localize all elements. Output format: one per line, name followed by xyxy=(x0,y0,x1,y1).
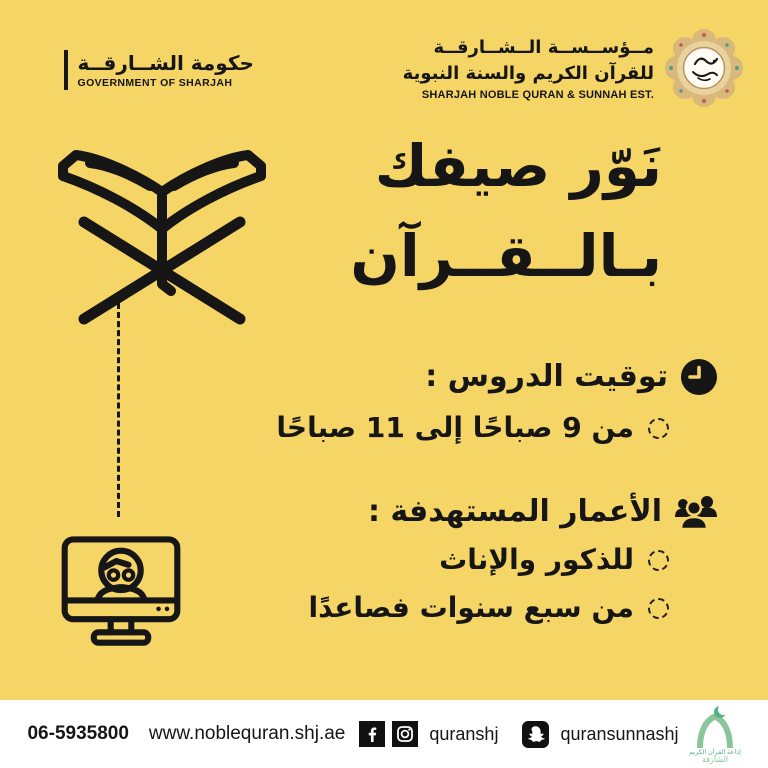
timing-items xyxy=(276,410,718,446)
online-teacher-monitor-icon xyxy=(60,533,182,651)
phone-number: 06-5935800 xyxy=(27,723,129,744)
establishment-english-name: SHARJAH NOBLE QURAN & SUNNAH EST. xyxy=(421,89,654,102)
facebook-icon xyxy=(359,721,385,747)
ages-heading: الأعمار المستهدفة : xyxy=(367,494,662,529)
ages-item-text: للذكور والإناث xyxy=(439,543,634,576)
title-line1: نَوّر صيفك xyxy=(374,132,662,200)
quran-medallion-icon xyxy=(662,26,746,110)
ages-section xyxy=(309,492,718,639)
timing-item-text: من 9 صباحًا إلى 11 صباحًا xyxy=(276,411,634,444)
ages-items xyxy=(309,542,718,627)
poster-title xyxy=(350,122,662,302)
government-logo-text xyxy=(78,52,254,89)
dashed-connector-line xyxy=(117,303,120,517)
timing-heading-row xyxy=(276,358,718,396)
timing-section xyxy=(276,358,718,458)
timing-heading: توقيت الدروس : xyxy=(425,359,668,394)
dashed-circle-bullet xyxy=(648,418,669,439)
open-quran-on-stand-icon xyxy=(36,136,288,326)
ages-item xyxy=(309,542,669,578)
establishment-logo-text xyxy=(403,35,654,101)
footer-bar xyxy=(0,700,768,768)
ages-item xyxy=(309,590,669,626)
government-of-sharjah-logo xyxy=(64,50,254,90)
radio-logo-line1: إذاعة القرآن الكريم xyxy=(688,749,741,756)
snapchat-handle: quransunnashj xyxy=(560,723,679,744)
instagram-facebook-handle: quranshj xyxy=(429,723,499,744)
dashed-circle-bullet xyxy=(648,550,669,571)
title-line2: بـالــقــرآن xyxy=(350,221,662,290)
people-group-icon xyxy=(674,492,718,532)
quran-radio-sharjah-logo xyxy=(689,704,741,764)
establishment-arabic-line2: للقرآن الكريم والسنة النبوية xyxy=(402,63,654,84)
clock-icon xyxy=(680,358,718,396)
establishment-arabic-line1: مــؤســســة الــشــارقــة xyxy=(433,36,654,58)
radio-logo-line2: الشارقة xyxy=(701,755,728,764)
instagram-icon xyxy=(392,721,418,747)
timing-item xyxy=(276,410,669,446)
ages-heading-row xyxy=(309,492,718,532)
divider xyxy=(64,50,68,90)
website-url: www.noblequran.shj.ae xyxy=(148,723,346,744)
government-english-name: GOVERNMENT OF SHARJAH xyxy=(77,76,233,89)
government-arabic-name: حكومة الشــارقــة xyxy=(77,50,254,75)
snapchat-icon xyxy=(522,721,549,748)
noble-quran-establishment-logo xyxy=(403,26,746,110)
dashed-circle-bullet xyxy=(648,598,669,619)
ages-item-text: من سبع سنوات فصاعدًا xyxy=(308,591,634,625)
